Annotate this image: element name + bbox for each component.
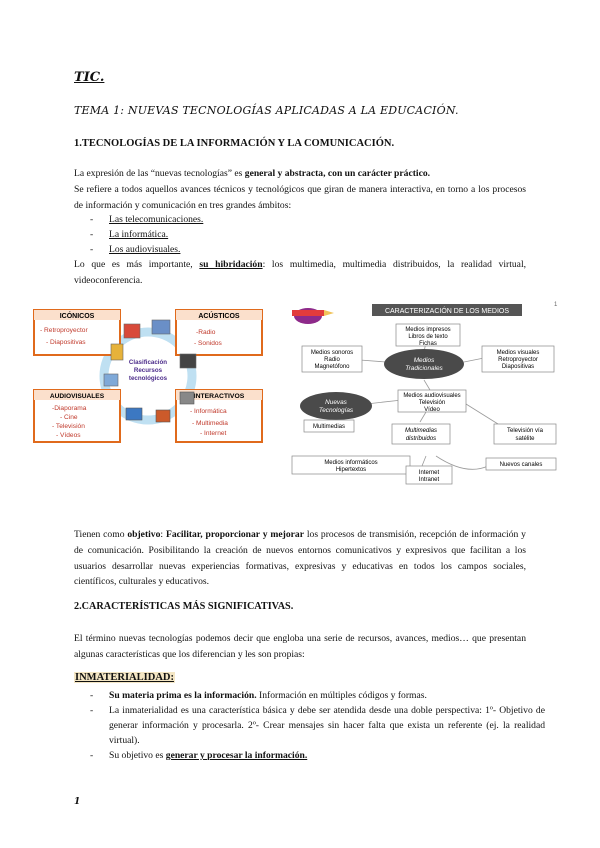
node-canales — [486, 458, 556, 470]
svg-text:Vídeo: Vídeo — [424, 407, 440, 413]
svg-text:Medios informáticos: Medios informáticos — [324, 460, 378, 466]
svg-text:- Multimedia: - Multimedia — [192, 420, 228, 427]
svg-text:Hipertextos: Hipertextos — [335, 467, 367, 473]
svg-text:CARACTERIZACIÓN DE LOS MEDIOS: CARACTERIZACIÓN DE LOS MEDIOS — [384, 308, 510, 315]
node-nuevas — [300, 392, 372, 420]
list-item: - Su materia prima es la información. Información en múltiples códigos y formas. — [90, 690, 427, 701]
svg-text:1: 1 — [554, 302, 558, 308]
svg-text:INTERACTIVOS: INTERACTIVOS — [193, 393, 245, 400]
section2-heading: 2.CARACTERÍSTICAS MÁS SIGNIFICATIVAS. — [74, 601, 294, 612]
svg-text:Nuevos canales: Nuevos canales — [499, 462, 543, 468]
center-label — [129, 359, 168, 382]
svg-text:ICÓNICOS: ICÓNICOS — [59, 313, 95, 320]
section1-paragraph-2: Se refiere a todos aquellos avances técnicos y tecnológicos que giran de manera interactiva, en torno a los procesos de información y comunicación en tres grandes ámbitos: — [74, 184, 526, 211]
svg-text:Diapositivas: Diapositivas — [501, 364, 535, 370]
svg-text:Intranet: Intranet — [418, 477, 440, 483]
svg-text:- Informática: - Informática — [190, 408, 227, 415]
svg-text:Tecnologías: Tecnologías — [318, 407, 354, 414]
objective-paragraph: Tienen como objetivo: Facilitar, proporcionar y mejorar los procesos de transmisión, recepción de información y de comunicación. Posibilitando la creación de nuevos entornos comunicativos y expresivos que facilitan a los usuarios desarrollar nuevas experiencias formativas, expresivas y educativas en todos los campos sociales, científicos, culturales y educativos. — [74, 529, 526, 588]
svg-text:Recursos: Recursos — [133, 367, 163, 374]
page-number: 1 — [74, 797, 81, 807]
box-audiovisuales — [34, 390, 120, 442]
node-internet — [406, 466, 452, 484]
svg-text:Televisión: Televisión — [418, 400, 446, 406]
section1-paragraph-1: La expresión de las “nuevas tecnologías” es general y abstracta, con un carácter práctico. — [74, 168, 431, 179]
node-visuales — [482, 346, 554, 372]
svg-text:Magnetófono: Magnetófono — [314, 364, 350, 370]
node-tradicionales — [384, 349, 464, 379]
svg-text:- Retroproyector: - Retroproyector — [40, 327, 88, 334]
doc-title: TIC. — [74, 70, 105, 85]
section1-heading: 1.TECNOLOGÍAS DE LA INFORMACIÓN Y LA COMUNICACIÓN. — [74, 138, 395, 149]
svg-text:Nuevas: Nuevas — [325, 399, 347, 406]
svg-text:distribuidos: distribuidos — [405, 436, 437, 442]
svg-text:-Radio: -Radio — [196, 329, 216, 336]
list-item: - Su objetivo es generar y procesar la información. — [90, 750, 308, 761]
svg-text:- Cine: - Cine — [60, 414, 78, 421]
svg-text:Clasificación: Clasificación — [128, 359, 168, 366]
node-multimedias — [304, 420, 354, 432]
media-characterization-diagram — [286, 296, 562, 488]
node-impresos — [396, 324, 460, 347]
doc-subtitle: TEMA 1: NUEVAS TECNOLOGÍAS APLICADAS A LA EDUCACIÓN. — [74, 104, 459, 117]
svg-text:Fichas: Fichas — [419, 341, 437, 347]
svg-text:Multimedias: Multimedias — [404, 428, 438, 434]
svg-text:Internet: Internet — [418, 470, 440, 476]
svg-text:Radio: Radio — [324, 357, 340, 363]
list-item: - Las telecomunicaciones. — [90, 214, 204, 225]
svg-text:ACÚSTICOS: ACÚSTICOS — [198, 313, 240, 320]
node-satelite — [494, 424, 556, 444]
svg-text:- Internet: - Internet — [200, 430, 227, 437]
svg-text:satélite: satélite — [515, 436, 535, 442]
list-item: - La informática. — [90, 229, 169, 240]
svg-text:-Diaporama: -Diaporama — [52, 405, 87, 412]
list-item: - La inmaterialidad es una característica básica y debe ser atendida desde una doble perspectiva: 1º- Objetivo de generar información y procesarla. 2º- Crear mensajes sin hacer falta que exista un referente (ej. la realidad virtual). — [90, 705, 545, 747]
svg-text:Medios sonoros: Medios sonoros — [310, 350, 354, 356]
subheading-inmaterialidad: INMATERIALIDAD: — [75, 672, 174, 683]
node-sonoros — [302, 346, 362, 372]
section2-intro: El término nuevas tecnologías podemos decir que engloba una serie de recursos, avances, medios… que presentan algunas características que los diferencian y les son propias: — [74, 633, 526, 660]
box-iconicos — [34, 310, 120, 355]
node-informaticos — [292, 456, 410, 474]
svg-text:Televisión vía: Televisión vía — [506, 428, 544, 434]
box-acusticos — [176, 310, 262, 355]
node-audiovisuales — [398, 390, 466, 413]
list-item: - Los audiovisuales. — [90, 244, 181, 255]
svg-text:Medios visuales: Medios visuales — [496, 350, 540, 356]
svg-text:- Televisión: - Televisión — [52, 423, 85, 430]
svg-text:tecnológicos: tecnológicos — [128, 375, 168, 382]
svg-text:Medios audiovisuales: Medios audiovisuales — [403, 393, 461, 399]
node-distribuidos — [392, 424, 450, 444]
svg-text:Tradicionales: Tradicionales — [405, 365, 443, 372]
svg-text:Multimedias: Multimedias — [312, 424, 346, 430]
svg-text:AUDIOVISUALES: AUDIOVISUALES — [49, 393, 105, 400]
svg-text:- Sonidos: - Sonidos — [194, 340, 222, 347]
section1-paragraph-3: Lo que es más importante, su hibridación: los multimedia, multimedia distribuidos, la realidad virtual, videoconferencia. — [74, 259, 527, 286]
svg-text:Retroproyector: Retroproyector — [498, 357, 538, 363]
svg-text:Medios impresos: Medios impresos — [405, 327, 451, 333]
svg-text:- Vídeos: - Vídeos — [56, 432, 81, 439]
svg-text:Medios: Medios — [413, 357, 435, 364]
svg-text:Libros de texto: Libros de texto — [408, 334, 448, 340]
svg-text:- Diapositivas: - Diapositivas — [46, 339, 86, 346]
classification-diagram — [30, 304, 265, 444]
